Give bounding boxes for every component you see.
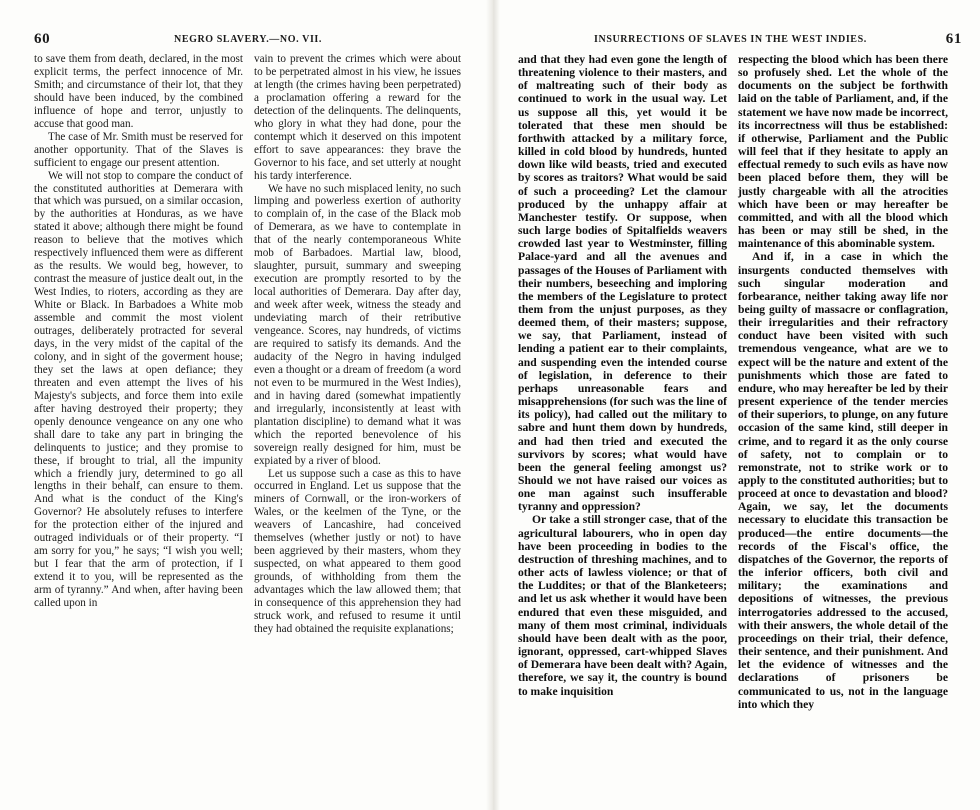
right-column-2 xyxy=(738,53,948,711)
left-column-2 xyxy=(254,53,461,636)
left-page-header xyxy=(34,31,486,52)
paragraph: vain to prevent the crimes which were about to be perpetrated almost in his view, he issues at length (the crimes having been perpetrated) a proclamation offering a reward for the detection of the delinquents. The delinquents, who glory in what they had done, pour the contempt which it deserved on this impotent effort to save appearances: they brave the Governor to his face, and set utterly at nought his tardy interference. xyxy=(254,53,461,182)
paragraph: and that they had even gone the length of threatening violence to their masters, and of maltreating such of their body as continued to work in the usual way. Let us suppose all this, yet would it be tolerated that these men should be forthwith attacked by a military force, killed in cold blood by hundreds, hunted down like wild beasts, tried and executed by scores as traitors? What would be said of such a proceeding? Let the clamour produced by the unhappy affair at Manchester testify. Or suppose, when such large bodies of Spitalfields weavers crowded last year to Westminster, filling Palace-yard and all the avenues and passages of the Houses of Parliament with their numbers, beseeching and imploring the members of the Legislature to protect them from the unjust purposes, as they deemed them, of their masters; suppose, we say, that Parliament, instead of lending a patient ear to their complaints, and suspending even the intended course of legislation, in deference to their perhaps unreasonable fears and misapprehensions (for such was the line of its policy), had called out the military to sabre and hunt them down by hundreds, and had then tried and executed the survivors by scores; what would have been the general feeling amongst us? Should we not have raised our voices as one man against such insufferable tyranny and oppression? xyxy=(518,53,727,514)
left-column-1 xyxy=(34,53,243,610)
paragraph: We will not stop to compare the conduct of the constituted authorities at Demerara with that which was pursued, on a similar occasion, by the authorities at Honduras, as we have stated it above; although there might be found reason to believe that the motives which respectively influenced them were as different as the results. We would beg, however, to contrast the measure of justice dealt out, in the West Indies, to rioters, according as they are White or Black. In Barbadoes a White mob assemble and commit the most violent outrages, deliberately protracted for several days, in the very midst of the capital of the colony, and in sight of the goverment house; they set the laws at open defiance; they threaten and even attempt the lives of his Majesty's subjects, and force them into exile after having destroyed their property; they openly denounce vengeance on any one who shall dare to take any part in bringing the delinquents to justice; and they promise to these, if brought to trial, all the impunity which a friendly jury, determined to go all lengths in their behalf, can ensure to them. And what is the conduct of the King's Governor? He absolutely refuses to interfere for the protection either of the injured and outraged individuals or of their property. “I am sorry for you,” he says; “I wish you well; but I fear that the arm of protection, if I extend it to you, will be represented as the arm of tyranny.” And when, after having been called upon in xyxy=(34,169,243,610)
right-column-1 xyxy=(518,53,727,698)
paragraph: The case of Mr. Smith must be reserved for another opportunity. That of the Slaves is sufficient to engage our present attention. xyxy=(34,130,243,169)
right-page-header xyxy=(516,31,962,52)
paragraph: And if, in a case in which the insurgents conducted themselves with such singular moderation and forbearance, neither taking away life nor being guilty of massacre or conflagration, their irregularities and their refractory conduct have been visited with such tremendous vengeance, what are we to expect will be the nature and extent of the punishments which those are fated to endure, who may hereafter be led by their present experience of the tender mercies of their superiors, to plunge, on any future occasion of the same kind, still deeper in crime, and to regard it as the only course of safety, not to complain or to remonstrate, not to strike work or to apply to the constituted authorities; but to proceed at once to devastation and blood? Again, we say, let the documents necessary to elucidate this transaction be produced—the entire documents—the records of the Fiscal's office, the dispatches of the Governor, the reports of the inferior officers, both civil and military; the examinations and depositions of witnesses, the previous interrogatories addressed to the accused, with their answers, the whole detail of the proceedings on their trial, their defence, their sentence, and their punishment. And let the evidence of witnesses and the declarations of prisoners be communicated to us, not in the language into which they xyxy=(738,250,948,711)
left-running-head: NEGRO SLAVERY.—NO. VII. xyxy=(174,34,323,45)
paragraph: Or take a still stronger case, that of the agricultural labourers, who in open day have been proceeding in bodies to the destruction of threshing machines, and to other acts of lawless violence; or that of the Luddites; or that of the Blanketeers; and let us ask whether it would have been endured that even these misguided, and many of them most criminal, individuals should have been dealt with as the poor, ignorant, oppressed, cart-whipped Slaves of Demerara have been dealt with? Again, therefore, we say it, the country is bound to make inquisition xyxy=(518,513,727,698)
paragraph: Let us suppose such a case as this to have occurred in England. Let us suppose that the miners of Cornwall, or the iron-workers of Wales, or the keelmen of the Tyne, or the weavers of Lancashire, had conceived themselves (whether justly or not) to have been aggrieved by their masters, whom they suspected, on what appeared to them good grounds, of withholding from them the advantages which the law allowed them; that in consequence of this apprehension they had struck work, and refused to resume it until they had obtained the requisite explanations; xyxy=(254,467,461,635)
left-page-number: 60 xyxy=(34,31,51,47)
paragraph: We have no such misplaced lenity, no such limping and powerless exertion of authority to complain of, in the case of the Black mob of Demerara, as we have to contemplate in that of the nearly contemporaneous White mob of Barbadoes. Martial law, blood, slaughter, pursuit, summary and sweeping execution are promptly resorted to by the local authorities of Demerara. Day after day, and week after week, witness the steady and undeviating march of their retributive vengeance. Scores, nay hundreds, of victims are required to satisfy its demands. And the audacity of the Negro in having indulged even a thought or a dream of freedom (a word not even to be murmured in the West Indies), and in having dared (somewhat impatiently and irregularly, inconsistently at least with plantation discipline) to demand what it was which the reported benevolence of his sovereign really designed for him, must be expiated by a river of blood. xyxy=(254,182,461,467)
right-running-head: INSURRECTIONS OF SLAVES IN THE WEST INDIES. xyxy=(594,34,867,45)
right-page-number: 61 xyxy=(945,31,962,47)
paragraph: to save them from death, declared, in the most explicit terms, the perfect innocence of Mr. Smith; and circumstance of their lot, that they should have been induced, by the combined influence of hope and terror, unjustly to accuse that good man. xyxy=(34,53,243,130)
right-page xyxy=(498,0,980,810)
paragraph: respecting the blood which has been there so profusely shed. Let the whole of the documents on the subject be forthwith laid on the table of Parliament, and, if the statement we have now made be incorrect, its incorrectness will thus be established: if otherwise, Parliament and the Public will feel that if they hesitate to apply an effectual remedy to such evils as have now been placed before them, they will be justly chargeable with all the atrocities which have been or may hereafter be committed, and with all the blood which has been or may still be shed, in the maintenance of this abominable system. xyxy=(738,53,948,251)
